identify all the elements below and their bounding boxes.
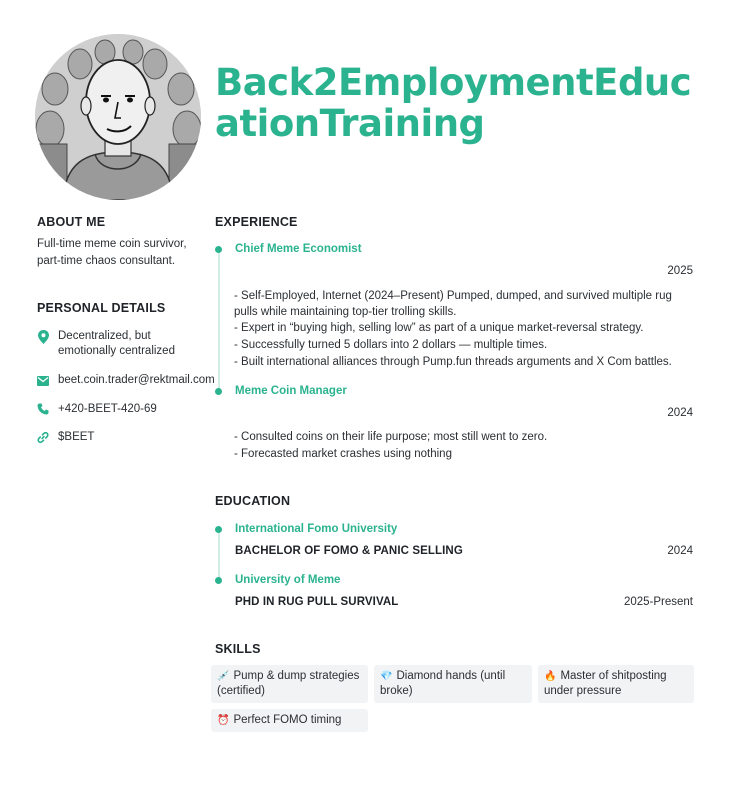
- timeline-dot: [215, 246, 222, 253]
- skills-heading: SKILLS: [215, 642, 261, 656]
- job-title: Chief Meme Economist: [235, 243, 362, 255]
- job-bullet: - Self-Employed, Internet (2024–Present) Pumped, dumped, and survived multiple rug: [234, 290, 672, 302]
- location-line2: emotionally centralized: [58, 345, 175, 357]
- link-icon: [37, 431, 49, 445]
- phone-text[interactable]: +420-BEET-420-69: [58, 403, 157, 415]
- education-date: 2024: [667, 545, 693, 557]
- skill-text-line2: broke): [380, 685, 413, 697]
- page-title: Back2EmploymentEducationTraining: [215, 61, 692, 145]
- experience-heading: EXPERIENCE: [215, 215, 298, 229]
- about-text-line2: part-time chaos consultant.: [37, 255, 176, 267]
- school-name: International Fomo University: [235, 523, 398, 535]
- skill-text-line1: Perfect FOMO timing: [233, 714, 342, 726]
- education-timeline: [218, 530, 220, 582]
- school-name: University of Meme: [235, 574, 341, 586]
- skill-chip: [211, 665, 368, 703]
- timeline-dot: [215, 526, 222, 533]
- skill-text-line1: Pump & dump strategies: [233, 670, 360, 682]
- phone-icon: [37, 403, 49, 417]
- skill-text-line1: Diamond hands (until: [396, 670, 506, 682]
- job-date: 2025: [667, 265, 693, 277]
- alarm-clock-icon: ⏰: [217, 715, 230, 726]
- job-bullet: - Consulted coins on their life purpose; most still went to zero.: [234, 431, 548, 443]
- experience-timeline: [218, 250, 220, 395]
- skill-text-line2: under pressure: [544, 685, 622, 697]
- location-detail: [37, 329, 175, 359]
- job-bullet: - Forecasted market crashes using nothing: [234, 448, 452, 460]
- job-title: Meme Coin Manager: [235, 385, 347, 397]
- timeline-dot: [215, 388, 222, 395]
- profile-avatar: [35, 34, 201, 200]
- syringe-icon: 💉: [217, 671, 230, 682]
- job-bullet: - Expert in “buying high, selling low” as part of a unique market-reversal strategy.: [234, 322, 644, 334]
- skill-text-line1: Master of shitposting: [560, 670, 667, 682]
- location-pin-icon: [37, 330, 49, 344]
- diamond-icon: 💎: [380, 671, 393, 682]
- link-text[interactable]: $BEET: [58, 431, 95, 443]
- email-icon: [37, 374, 49, 388]
- email-detail[interactable]: [37, 373, 215, 388]
- degree-name: BACHELOR OF FOMO & PANIC SELLING: [235, 545, 463, 557]
- email-text[interactable]: beet.coin.trader@rektmail.com: [58, 374, 215, 386]
- skill-text-line2: (certified): [217, 685, 265, 697]
- job-date: 2024: [667, 407, 693, 419]
- job-bullet: pulls while maintaining top-tier trolling skills.: [234, 306, 457, 318]
- skill-chip: [374, 665, 532, 703]
- about-heading: ABOUT ME: [37, 215, 106, 229]
- education-date: 2025-Present: [623, 596, 693, 608]
- location-line1: Decentralized, but: [58, 330, 151, 342]
- npc-avatar-illustration: [35, 34, 201, 200]
- job-bullet: - Successfully turned 5 dollars into 2 dollars — multiple times.: [234, 339, 548, 351]
- fire-icon: 🔥: [544, 671, 557, 682]
- link-detail[interactable]: [37, 430, 94, 445]
- degree-name: PHD IN RUG PULL SURVIVAL: [235, 596, 399, 608]
- skill-chip: [538, 665, 694, 703]
- timeline-dot: [215, 577, 222, 584]
- phone-detail[interactable]: [37, 402, 157, 417]
- about-text-line1: Full-time meme coin survivor,: [37, 238, 187, 250]
- education-heading: EDUCATION: [215, 494, 291, 508]
- personal-details-heading: PERSONAL DETAILS: [37, 301, 166, 315]
- job-bullet: - Built international alliances through Pump.fun threads arguments and X Com battles.: [234, 356, 672, 368]
- skill-chip: [211, 709, 368, 732]
